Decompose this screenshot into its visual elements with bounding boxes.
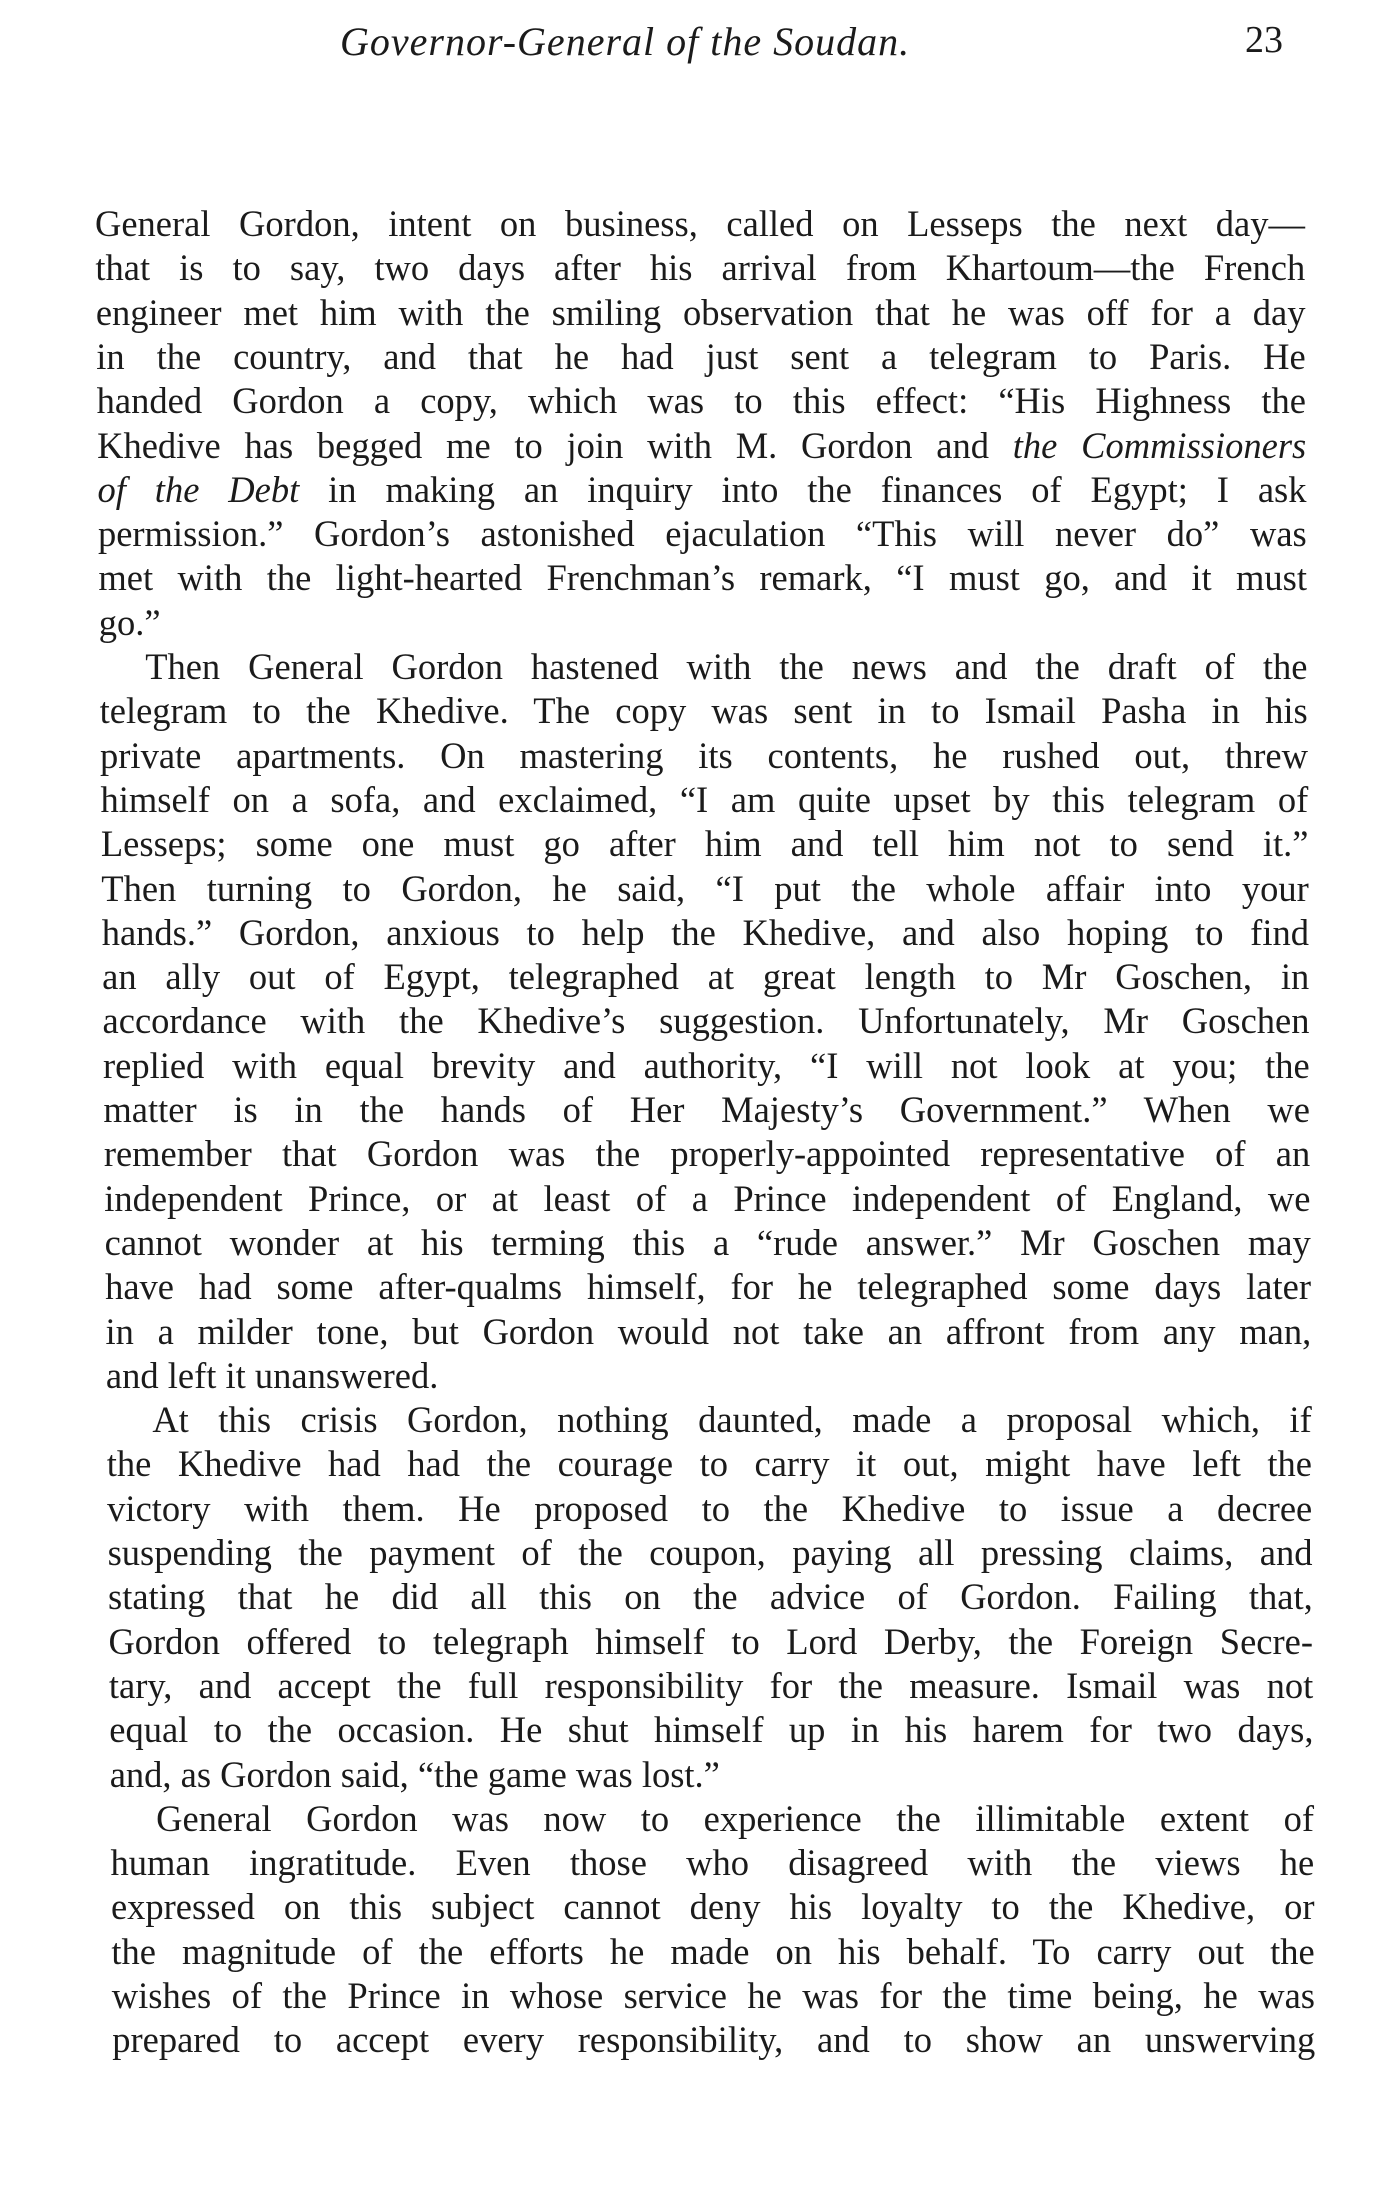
page-number: 23	[1245, 19, 1283, 61]
text-line	[98, 556, 1307, 600]
text-line	[104, 1132, 1310, 1176]
text-line	[106, 1354, 1312, 1398]
text-line	[105, 1265, 1311, 1309]
text-run: victory with them. He proposed to the Khedive to issue a decree	[107, 1487, 1313, 1529]
text-run: replied with equal brevity and authority, “I will not look at you; the	[102, 1044, 1310, 1086]
text-line	[96, 335, 1305, 379]
text-run: the magnitude of the efforts he made on his behalf. To carry out the	[111, 1930, 1315, 1972]
text-run: that is to say, two days after his arrival from Khartoum—the French	[95, 247, 1306, 289]
text-line	[145, 645, 1307, 689]
text-line	[97, 424, 1306, 468]
text-run: accordance with the Khedive’s suggestion. Unfortunately, Mr Goschen	[102, 1000, 1310, 1042]
text-run: Gordon offered to telegraph himself to Lord Derby, the Foreign Secre-	[108, 1620, 1313, 1662]
text-line	[103, 1088, 1310, 1132]
text-line	[97, 379, 1306, 423]
text-line	[95, 246, 1305, 290]
text-line	[102, 911, 1309, 955]
text-run: go.”	[98, 601, 161, 643]
text-line	[156, 1797, 1314, 1841]
text-line	[103, 1044, 1310, 1088]
text-run: stating that he did all this on the advice of Gordon. Failing that,	[108, 1576, 1313, 1618]
text-run: wishes of the Prince in whose service he was for the time being, he was	[111, 1975, 1315, 2016]
text-run: in the country, and that he had just sent a telegram to Paris. He	[96, 335, 1306, 377]
text-run: equal to the occasion. He shut himself up in his harem for two days,	[109, 1709, 1314, 1751]
text-run: and left it unanswered.	[105, 1354, 439, 1396]
text-run: cannot wonder at his terming this a “rude answer.” Mr Goschen may	[104, 1221, 1311, 1263]
text-line	[101, 867, 1308, 911]
text-run: the Khedive had had the courage to carry it out, might have left the	[106, 1443, 1312, 1485]
text-line	[108, 1575, 1313, 1619]
text-line	[109, 1664, 1313, 1708]
text-line	[104, 1177, 1310, 1221]
text-line	[112, 1974, 1315, 2018]
running-title: Governor-General of the Soudan.	[340, 19, 911, 64]
text-run: General Gordon was now to experience the illimitable extent of	[156, 1797, 1314, 1839]
text-run: engineer met him with the smiling observation that he was off for a day	[95, 291, 1306, 333]
text-run: handed Gordon a copy, which was to this effect: “His Highness the	[96, 380, 1306, 422]
text-run: suspending the payment of the coupon, paying all pressing claims, and	[107, 1532, 1313, 1573]
text-run: telegram to the Khedive. The copy was sent in to Ismail Pasha in his	[99, 690, 1308, 732]
text-line	[96, 291, 1306, 335]
text-run: in making an inquiry into the finances of Egypt; I ask	[299, 468, 1307, 510]
text-line	[112, 2018, 1315, 2062]
text-line	[100, 778, 1308, 822]
text-run: himself on a sofa, and exclaimed, “I am quite upset by this telegram of	[100, 778, 1309, 820]
text-line	[95, 202, 1305, 246]
text-run: independent Prince, or at least of a Prince independent of England, we	[104, 1177, 1311, 1219]
text-line	[107, 1487, 1312, 1531]
text-run: matter is in the hands of Her Majesty’s Government.” When we	[103, 1089, 1310, 1130]
text-run: in a milder tone, but Gordon would not take an affront from any man,	[105, 1310, 1312, 1352]
text-run: remember that Gordon was the properly-appointed representative of an	[103, 1133, 1311, 1175]
text-line	[111, 1930, 1314, 1974]
text-line	[111, 1841, 1315, 1885]
text-run: an ally out of Egypt, telegraphed at great length to Mr Goschen, in	[102, 956, 1310, 998]
text-line	[109, 1708, 1313, 1752]
text-line	[105, 1221, 1311, 1265]
text-line	[101, 822, 1309, 866]
text-line	[111, 1885, 1315, 1929]
text-run: hands.” Gordon, anxious to help the Khedive, and also hoping to find	[101, 911, 1309, 953]
text-run: human ingratitude. Even those who disagreed with the views he	[110, 1842, 1315, 1884]
running-head	[0, 18, 1395, 68]
text-run: and, as Gordon said, “the game was lost.”	[109, 1753, 720, 1795]
text-line	[100, 689, 1308, 733]
text-line	[100, 734, 1308, 778]
text-line	[107, 1442, 1312, 1486]
text-run: private apartments. On mastering its contents, he rushed out, threw	[100, 734, 1308, 776]
italic-text: the Commissioners	[1012, 424, 1307, 466]
text-run: Khedive has begged me to join with M. Gordon and	[97, 424, 1013, 466]
text-line	[152, 1398, 1311, 1442]
text-run: Then General Gordon hastened with the news and the draft of the	[145, 646, 1308, 687]
text-line	[99, 601, 1307, 645]
text-run: Then turning to Gordon, he said, “I put the whole affair into your	[101, 867, 1309, 909]
text-run: Lesseps; some one must go after him and tell him not to send it.”	[100, 823, 1309, 865]
text-run: prepared to accept every responsibility, and to show an unswerving	[112, 2019, 1316, 2061]
text-run: tary, and accept the full responsibility for the measure. Ismail was not	[108, 1664, 1314, 1706]
text-run: met with the light-hearted Frenchman’s remark, “I must go, and it must	[98, 557, 1307, 599]
text-line	[98, 512, 1307, 556]
text-line	[106, 1310, 1312, 1354]
text-line	[103, 999, 1310, 1043]
text-run: expressed on this subject cannot deny his loyalty to the Khedive, or	[110, 1886, 1315, 1928]
text-run: At this crisis Gordon, nothing daunted, made a proposal which, if	[152, 1399, 1312, 1441]
text-line	[110, 1753, 1314, 1797]
text-line	[102, 955, 1309, 999]
text-run: General Gordon, intent on business, called on Lesseps the next day—	[95, 203, 1305, 244]
text-run: permission.” Gordon’s astonished ejaculation “This will never do” was	[97, 513, 1307, 555]
text-line	[108, 1620, 1313, 1664]
text-run: have had some after-qualms himself, for he telegraphed some days later	[105, 1266, 1311, 1308]
text-line	[108, 1531, 1313, 1575]
italic-text: of the Debt	[97, 468, 300, 510]
text-line	[98, 468, 1307, 512]
